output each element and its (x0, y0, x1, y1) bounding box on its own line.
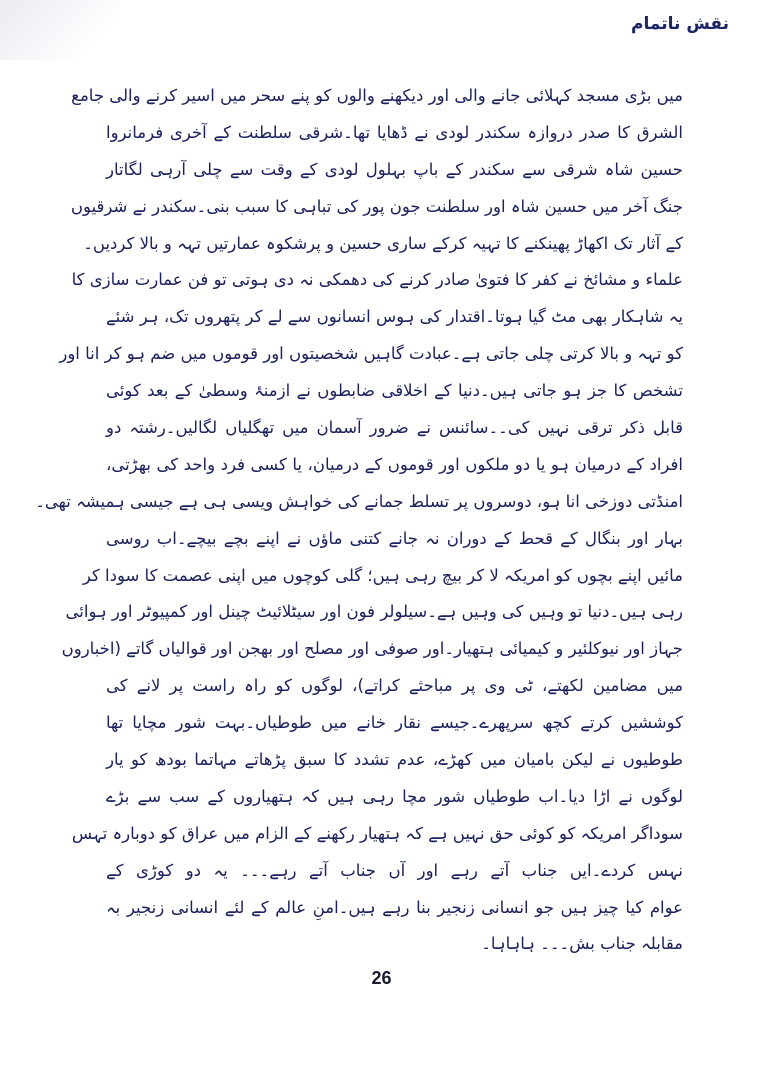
text-line: تشخص کا جز ہو جاتی ہیں۔دنیا کے اخلاقی ضابطوں نے ازمنۂ وسطیٰ کے بعد کوئی (106, 381, 683, 401)
text-line: مائیں اپنے بچوں کو امریکہ لا کر بیچ رہی ہیں؛ گلی کوچوں میں اپنی عصمت کا سودا کر (82, 565, 683, 585)
text-line: الشرق کا صدر دروازہ سکندر لودی نے ڈھایا تھا۔شرقی سلطنت کے آخری فرمانروا (106, 122, 683, 142)
text-line: جہاز اور نیوکلئیر و کیمیائی ہتھیار۔اور صوفی اور مصلح اور بھجن اور قوالیاں گاتے (اخباروں (61, 639, 683, 659)
text-line: بہار اور بنگال کے قحط کے دوران نہ جانے کتنی ماؤں نے اپنے بچے بیچے۔اب روسی (106, 528, 683, 548)
text-line: میں مضامین لکھتے، ٹی وی پر مباحثے کراتے)، لوگوں کو راہ راست پر لانے کی (106, 676, 683, 696)
text-line: لوگوں نے اڑا دیا۔اب طوطیاں شور مچا رہی ہیں کہ ہتھیاروں کے سب سے بڑے (106, 786, 683, 806)
text-line: کے آثار تک اکھاڑ پھینکنے کا تہیہ کرکے ساری حسین و پرشکوہ عمارتیں تہہ و بالا کردیں۔ (83, 233, 683, 253)
text-line: نہس کردے۔ایں جناب آتے رہے اور آں جناب آتے رہے۔۔۔ یہ دو کوڑی کے (106, 860, 683, 880)
text-line: جنگ آخر میں حسین شاہ اور سلطنت جون پور کی تباہی کا سبب بنی۔سکندر نے شرقیوں (70, 196, 683, 216)
text-line: امنڈتی دوزخی انا ہو، دوسروں پر تسلط جمانے کی خواہش ویسی ہی ہے جیسی ہمیشہ تھی۔ (35, 491, 683, 511)
text-line: یہ شاہکار بھی مٹ گیا ہوتا۔اقتدار کی ہوس انسانوں سے لے کر پتھروں تک، ہر شئے (106, 307, 683, 327)
scan-shadow (0, 0, 120, 60)
text-line: رہی ہیں۔دنیا تو وہیں کی وہیں ہے۔سیلولر فون اور سیٹلائیٹ چینل اور کمپیوٹر اور ہوائی (65, 602, 683, 622)
text-line: میں بڑی مسجد کہلائی جانے والی اور دیکھنے والوں کو پنے سحر میں اسیر کرنے والی جامع (71, 86, 683, 105)
running-header-title: نقش ناتمام (631, 14, 729, 34)
page-number: 26 (371, 968, 392, 988)
text-line: علماء و مشائخ نے کفر کا فتویٰ صادر کرنے کی دھمکی نہ دی ہوتی تو فن عمارت سازی کا (71, 270, 683, 290)
text-line: طوطیوں نے لیکن بامیان میں کھڑے، عدم تشدد کا سبق پڑھاتے مہاتما بودھ کو یار (106, 750, 683, 770)
text-line: حسین شاہ شرقی سے سکندر کے باپ بہلول لودی کے وقت سے چلی آرہی لگاتار (106, 159, 683, 179)
text-line: کو تہہ و بالا کرتی چلی جاتی ہے۔عبادت گاہیں شخصیتوں اور قوموں میں ضم ہو کر انا اور (59, 344, 683, 364)
text-line: سوداگر امریکہ کو کوئی حق نہیں ہے کہ ہتھیار رکھنے کے الزام میں عراق کو دوبارہ تہس (71, 823, 683, 843)
text-line: قابل ذکر ترقی نہیں کی۔۔سائنس نے ضرور آسمان میں تھگلیاں لگالیں۔رشتہ دو (106, 418, 683, 438)
text-line: کوششیں کرتے کچھ سرپھرے۔جیسے نقار خانے میں طوطیاں۔بہت شور مچایا تھا (106, 713, 683, 733)
page-body (35, 78, 683, 963)
text-line: مقابلہ جناب بش۔۔۔ ہاہاہا۔ (481, 934, 683, 954)
text-line: عوام کیا چیز ہیں جو انسانی زنجیر بنا رہے ہیں۔امنِ عالم کے لئے انسانی زنجیر بہ (106, 897, 683, 917)
text-line: افراد کے درمیان ہو یا دو ملکوں اور قوموں کے درمیان، یا کسی فرد واحد کی بھڑتی، (106, 454, 683, 474)
